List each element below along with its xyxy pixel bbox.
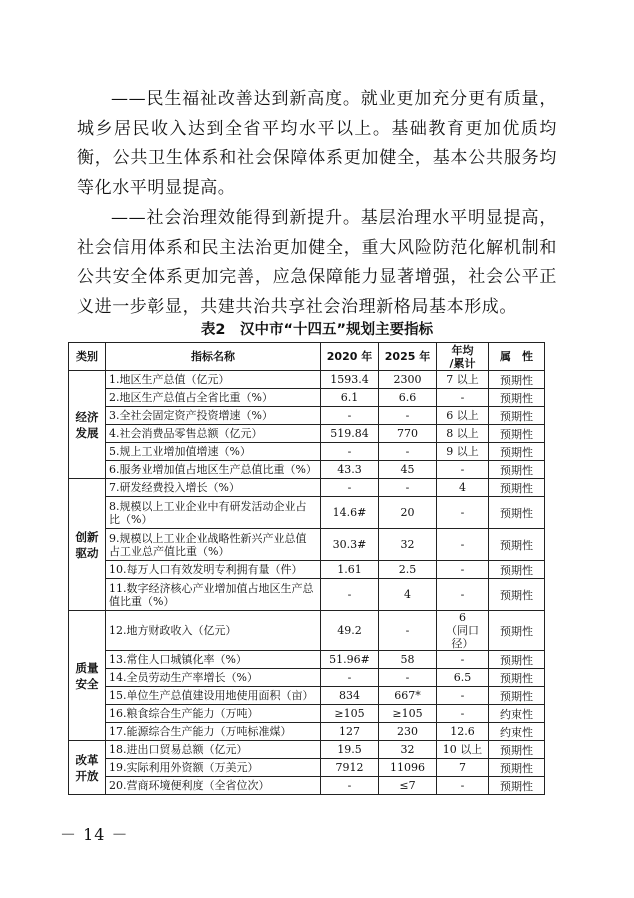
- value-2025-cell: 2300: [379, 371, 437, 389]
- avg-cumulative-cell: -: [437, 579, 489, 611]
- avg-cumulative-cell: -: [437, 687, 489, 705]
- attribute-cell: 约束性: [489, 723, 545, 741]
- table-row: [69, 687, 545, 705]
- avg-cumulative-cell: 7 以上: [437, 371, 489, 389]
- value-2025-cell: -: [379, 611, 437, 651]
- category-cell: 质量 安全: [69, 611, 106, 741]
- avg-cumulative-cell: -: [437, 461, 489, 479]
- table-row: [69, 669, 545, 687]
- value-2020-cell: -: [321, 669, 379, 687]
- value-2020-cell: 19.5: [321, 741, 379, 759]
- indicator-name-cell: 5.规上工业增加值增速（%）: [106, 443, 321, 461]
- indicator-name-cell: 16.粮食综合生产能力（万吨）: [106, 705, 321, 723]
- table-row: [69, 497, 545, 529]
- indicator-name-cell: 15.单位生产总值建设用地使用面积（亩）: [106, 687, 321, 705]
- value-2025-cell: 20: [379, 497, 437, 529]
- table-caption: 表2 汉中市“十四五”规划主要指标: [200, 322, 434, 338]
- value-2020-cell: 43.3: [321, 461, 379, 479]
- value-2025-cell: ≥105: [379, 705, 437, 723]
- value-2025-cell: 11096: [379, 759, 437, 777]
- indicator-name-cell: 13.常住人口城镇化率（%）: [106, 651, 321, 669]
- indicator-name-cell: 18.进出口贸易总额（亿元）: [106, 741, 321, 759]
- indicator-name-cell: 11.数字经济核心产业增加值占地区生产总值比重（%）: [106, 579, 321, 611]
- header-avg: 年均 /累计: [437, 343, 489, 371]
- value-2025-cell: ≤7: [379, 777, 437, 795]
- value-2020-cell: -: [321, 777, 379, 795]
- table-row: [69, 759, 545, 777]
- value-2020-cell: 7912: [321, 759, 379, 777]
- value-2025-cell: -: [379, 443, 437, 461]
- table-row: [69, 529, 545, 561]
- table-row: [69, 443, 545, 461]
- value-2020-cell: -: [321, 479, 379, 497]
- value-2020-cell: 519.84: [321, 425, 379, 443]
- header-2025: 2025 年: [379, 343, 437, 371]
- value-2025-cell: 58: [379, 651, 437, 669]
- value-2020-cell: ≥105: [321, 705, 379, 723]
- value-2025-cell: 4: [379, 579, 437, 611]
- indicator-name-cell: 7.研发经费投入增长（%）: [106, 479, 321, 497]
- value-2020-cell: 1.61: [321, 561, 379, 579]
- attribute-cell: 预期性: [489, 651, 545, 669]
- indicator-name-cell: 6.服务业增加值占地区生产总值比重（%）: [106, 461, 321, 479]
- table-row: [69, 723, 545, 741]
- table-row: [69, 705, 545, 723]
- value-2020-cell: -: [321, 443, 379, 461]
- value-2025-cell: 45: [379, 461, 437, 479]
- attribute-cell: 预期性: [489, 497, 545, 529]
- indicator-name-cell: 10.每万人口有效发明专利拥有量（件）: [106, 561, 321, 579]
- value-2025-cell: -: [379, 479, 437, 497]
- page-number: － 14 －: [60, 825, 129, 844]
- avg-cumulative-cell: 9 以上: [437, 443, 489, 461]
- value-2025-cell: 667*: [379, 687, 437, 705]
- value-2025-cell: 6.6: [379, 389, 437, 407]
- avg-cumulative-cell: 10 以上: [437, 741, 489, 759]
- table-row: [69, 651, 545, 669]
- avg-cumulative-cell: -: [437, 497, 489, 529]
- attribute-cell: 预期性: [489, 425, 545, 443]
- table-row: [69, 611, 545, 651]
- indicator-name-cell: 2.地区生产总值占全省比重（%）: [106, 389, 321, 407]
- value-2020-cell: -: [321, 407, 379, 425]
- indicator-name-cell: 14.全员劳动生产率增长（%）: [106, 669, 321, 687]
- category-cell: 创新 驱动: [69, 479, 106, 611]
- value-2025-cell: 770: [379, 425, 437, 443]
- avg-cumulative-cell: -: [437, 529, 489, 561]
- table-row: [69, 777, 545, 795]
- value-2020-cell: 1593.4: [321, 371, 379, 389]
- category-cell: 改革 开放: [69, 741, 106, 795]
- value-2020-cell: 51.96#: [321, 651, 379, 669]
- table-row: [69, 741, 545, 759]
- value-2025-cell: -: [379, 669, 437, 687]
- indicator-name-cell: 8.规模以上工业企业中有研发活动企业占比（%）: [106, 497, 321, 529]
- indicator-name-cell: 1.地区生产总值（亿元）: [106, 371, 321, 389]
- category-cell: 经济 发展: [69, 371, 106, 479]
- attribute-cell: 预期性: [489, 529, 545, 561]
- indicator-name-cell: 12.地方财政收入（亿元）: [106, 611, 321, 651]
- table-row: [69, 407, 545, 425]
- header-category: 类别: [69, 343, 106, 371]
- indicator-name-cell: 19.实际利用外资额（万美元）: [106, 759, 321, 777]
- avg-cumulative-cell: 4: [437, 479, 489, 497]
- avg-cumulative-cell: 7: [437, 759, 489, 777]
- attribute-cell: 预期性: [489, 561, 545, 579]
- attribute-cell: 预期性: [489, 479, 545, 497]
- table-row: [69, 479, 545, 497]
- value-2020-cell: -: [321, 579, 379, 611]
- indicator-name-cell: 9.规模以上工业企业战略性新兴产业总值占工业总产值比重（%）: [106, 529, 321, 561]
- indicator-name-cell: 4.社会消费品零售总额（亿元）: [106, 425, 321, 443]
- indicators-table: [68, 342, 545, 795]
- indicator-name-cell: 3.全社会固定资产投资增速（%）: [106, 407, 321, 425]
- indicator-name-cell: 20.营商环境便利度（全省位次）: [106, 777, 321, 795]
- header-2020: 2020 年: [321, 343, 379, 371]
- indicator-name-cell: 17.能源综合生产能力（万吨标准煤）: [106, 723, 321, 741]
- avg-cumulative-cell: 12.6: [437, 723, 489, 741]
- attribute-cell: 预期性: [489, 579, 545, 611]
- table-row: [69, 461, 545, 479]
- value-2025-cell: 32: [379, 741, 437, 759]
- avg-cumulative-cell: -: [437, 561, 489, 579]
- value-2025-cell: 32: [379, 529, 437, 561]
- avg-cumulative-cell: 6.5: [437, 669, 489, 687]
- attribute-cell: 预期性: [489, 777, 545, 795]
- table-row: [69, 425, 545, 443]
- avg-cumulative-cell: 6 （同口径）: [437, 611, 489, 651]
- value-2020-cell: 49.2: [321, 611, 379, 651]
- value-2020-cell: 6.1: [321, 389, 379, 407]
- value-2020-cell: 30.3#: [321, 529, 379, 561]
- attribute-cell: 约束性: [489, 705, 545, 723]
- attribute-cell: 预期性: [489, 461, 545, 479]
- attribute-cell: 预期性: [489, 669, 545, 687]
- attribute-cell: 预期性: [489, 687, 545, 705]
- avg-cumulative-cell: 6 以上: [437, 407, 489, 425]
- avg-cumulative-cell: -: [437, 651, 489, 669]
- header-attr: 属 性: [489, 343, 545, 371]
- value-2020-cell: 127: [321, 723, 379, 741]
- table-row: [69, 371, 545, 389]
- attribute-cell: 预期性: [489, 389, 545, 407]
- value-2025-cell: 230: [379, 723, 437, 741]
- value-2020-cell: 14.6#: [321, 497, 379, 529]
- attribute-cell: 预期性: [489, 371, 545, 389]
- value-2025-cell: -: [379, 407, 437, 425]
- attribute-cell: 预期性: [489, 611, 545, 651]
- avg-cumulative-cell: -: [437, 389, 489, 407]
- attribute-cell: 预期性: [489, 443, 545, 461]
- value-2020-cell: 834: [321, 687, 379, 705]
- attribute-cell: 预期性: [489, 741, 545, 759]
- table-row: [69, 389, 545, 407]
- paragraph-livelihood: ——民生福祉改善达到新高度。就业更加充分更有质量，城乡居民收入达到全省平均水平以上。基础教育更加优质均衡，公共卫生体系和社会保障体系更加健全，基本公共服务均等化水平明显提高。: [77, 89, 557, 198]
- attribute-cell: 预期性: [489, 407, 545, 425]
- avg-cumulative-cell: -: [437, 705, 489, 723]
- table-row: [69, 561, 545, 579]
- attribute-cell: 预期性: [489, 759, 545, 777]
- value-2025-cell: 2.5: [379, 561, 437, 579]
- table-row: [69, 579, 545, 611]
- header-name: 指标名称: [106, 343, 321, 371]
- avg-cumulative-cell: -: [437, 777, 489, 795]
- paragraph-governance: ——社会治理效能得到新提升。基层治理水平明显提高，社会信用体系和民主法治更加健全，重大风险防范化解机制和公共安全体系更加完善，应急保障能力显著增强，社会公平正义进一步彰显，共建共治共享社会治理新格局基本形成。: [77, 208, 557, 317]
- avg-cumulative-cell: 8 以上: [437, 425, 489, 443]
